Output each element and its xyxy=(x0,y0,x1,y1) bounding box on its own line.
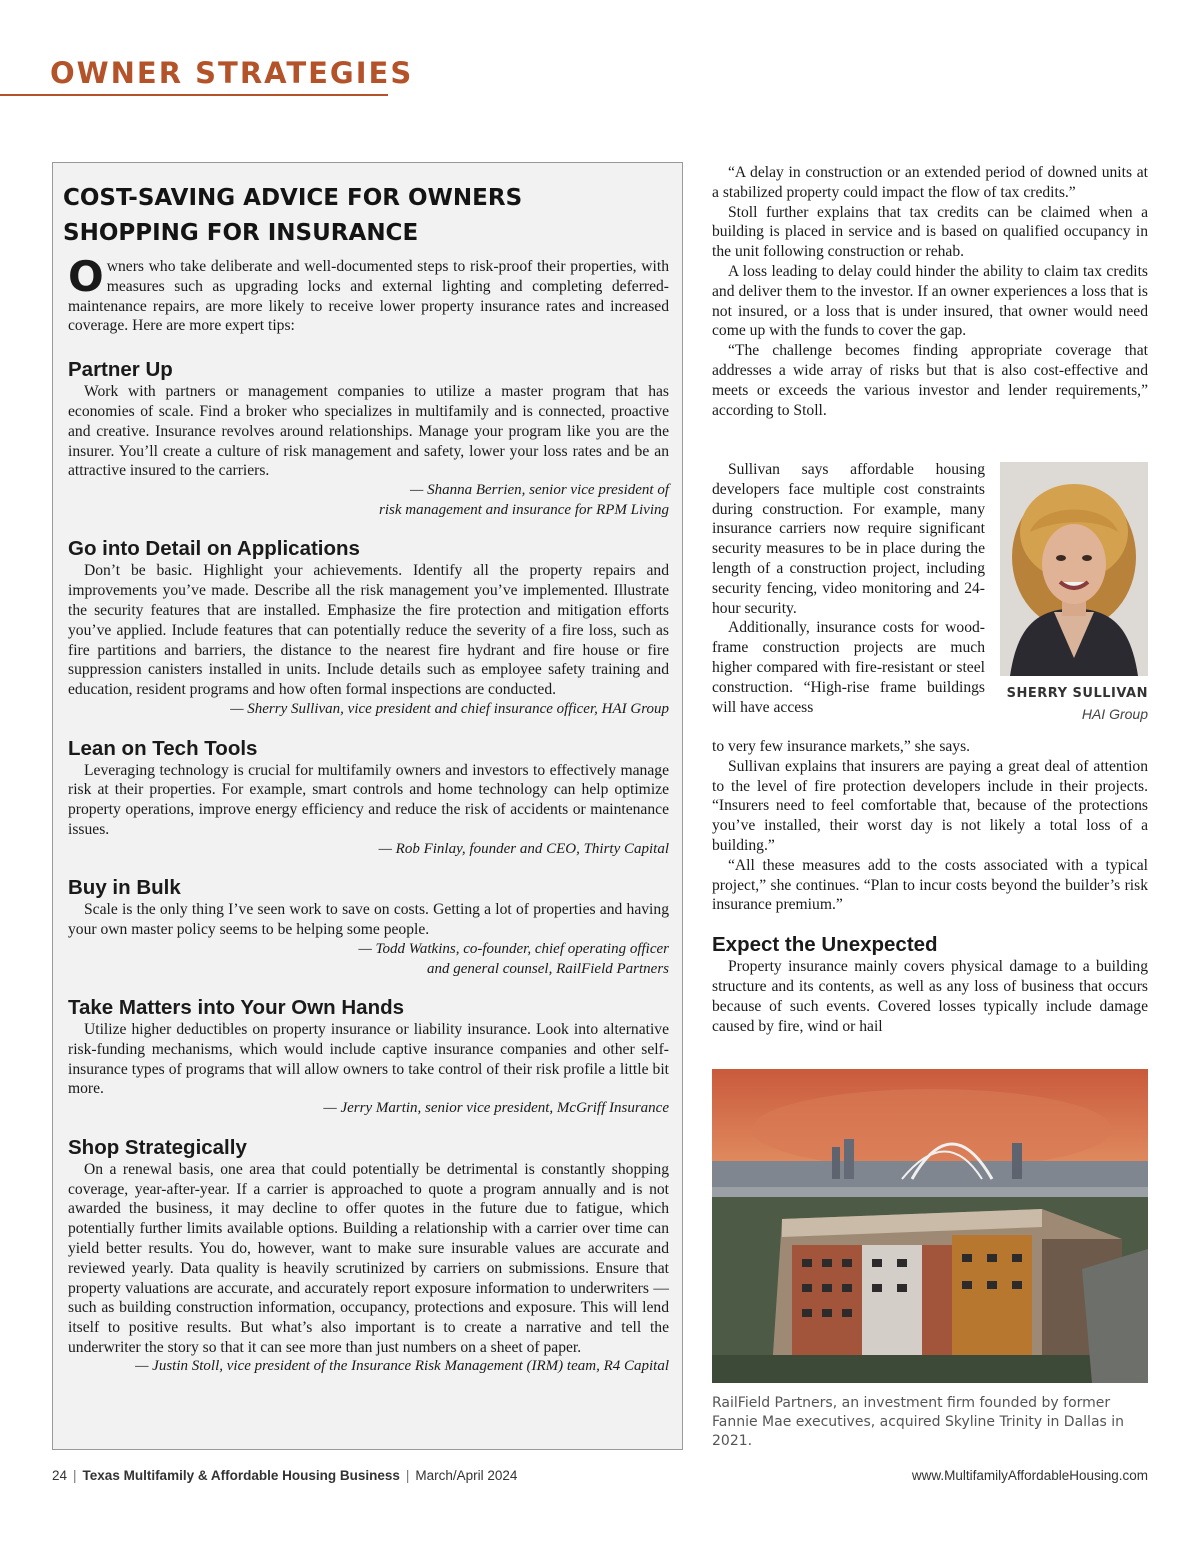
section-rule xyxy=(0,94,388,96)
tips-sidebar xyxy=(52,162,683,1450)
article-paragraph: Additionally, insurance costs for wood-frame construction projects are much higher compared with fire-resistant or steel construction. “High-rise frame buildings will have access xyxy=(712,619,985,716)
footer-website: www.MultifamilyAffordableHousing.com xyxy=(911,1468,1148,1483)
tip-heading: Buy in Bulk xyxy=(68,876,181,900)
article-paragraph: Sullivan says affordable housing developers face multiple cost constraints during construction. For example, many insurance carriers now require significant security measures to be in place during the length of a construction project, including security fencing, video monitoring and 24-hour security. xyxy=(712,461,985,617)
article-top xyxy=(712,163,1148,420)
issue-date: March/April 2024 xyxy=(415,1468,518,1483)
photo-caption: RailField Partners, an investment firm founded by former Fannie Mae executives, acquired Skyline Trinity in Dallas in 2021. xyxy=(712,1395,1125,1449)
footer-separator: | xyxy=(73,1468,77,1483)
article-paragraph: “All these measures add to the costs associated with a typical project,” she continues. “Plan to incur costs beyond the builder’s risk insurance premium.” xyxy=(712,856,1148,914)
article-paragraph: A loss leading to delay could hinder the ability to claim tax credits and deliver them to the investor. If an owner experiences a loss that is not insured, or a loss that is under insured, that owner would need come up with the funds to cover the gap. xyxy=(712,262,1148,340)
article-paragraph: Stoll further explains that tax credits can be claimed when a building is placed in service and is based on qualified occupancy in the unit following construction or rehab. xyxy=(712,203,1148,261)
tip-heading: Lean on Tech Tools xyxy=(68,736,258,760)
tip-heading: Go into Detail on Applications xyxy=(68,537,360,561)
sidebar-intro xyxy=(68,252,669,336)
property-photo xyxy=(712,1069,1148,1383)
article-paragraph: “The challenge becomes finding appropriate coverage that addresses a wide array of risks but that is also cost-effective and meets or exceeds the various investor and lender requirements,” according to Stoll. xyxy=(712,342,1148,419)
sidebar-body xyxy=(68,252,669,1376)
tip-heading: Partner Up xyxy=(68,358,173,382)
publication-name: Texas Multifamily & Affordable Housing Business xyxy=(82,1468,400,1483)
tip-text: Don’t be basic. Highlight your achievements. Identify all the property repairs and improvements you’ve made. Describe all the risk management you’ve implemented. Illustrate the security features that are installed. Emphasize the fire protection and mitigation efforts you’ve applied. Include features that can potentially reduce the severity of a fire loss, such as fire partitions and barriers, the distance to the nearest fire hydrant and fire house or fire suppression canisters installed in units. Include details such as employee safety training and education, resident programs and how often formal inspections are conducted. xyxy=(68,562,669,699)
footer-folio xyxy=(52,1468,517,1483)
article-paragraph-continuation: to very few insurance markets,” she says. xyxy=(712,738,971,755)
headshot-name: SHERRY SULLIVAN xyxy=(1006,686,1148,701)
tip-attribution-line2: risk management and insurance for RPM Living xyxy=(379,501,669,518)
article-subhead: Expect the Unexpected xyxy=(712,933,938,957)
tip-text: Work with partners or management companies to utilize a master program that has economies of scale. Find a broker who specializes in multifamily and is connected, proactive and creative. Insurance revolves around relationships. Manage your program like you are the insurer. You’ll create a culture of risk management and safety, lower your loss rates and be an attractive insured to the carriers. xyxy=(68,383,669,480)
tip-text: Scale is the only thing I’ve seen work to save on costs. Getting a lot of properties and having your own master policy seems to be helping some people. xyxy=(68,901,669,939)
sidebar-intro-text: wners who take deliberate and well-documented steps to risk-proof their properties, with measures such as upgrading locks and external lighting and completing deferred-maintenance repairs, are more likely to receive lower property insurance rates and increased coverage. Here are more expert tips: xyxy=(68,258,669,335)
tip-own-hands xyxy=(68,996,669,1119)
tip-text: Utilize higher deductibles on property insurance or liability insurance. Look into alternative risk-funding mechanisms, which would include captive insurance companies and other self-insurance types of programs that will allow owners to take control of their risk profile a little bit more. xyxy=(68,1021,669,1098)
footer-separator: | xyxy=(405,1468,410,1483)
article-paragraph: “A delay in construction or an extended period of downed units at a stabilized property could impact the flow of tax credits.” xyxy=(712,164,1148,201)
headshot-photo xyxy=(1000,462,1148,676)
tip-text: On a renewal basis, one area that could potentially be detrimental is constantly shopping coverage, year-after-year. If a carrier is approached to quote a program annually and is not awarded the business, it may decline to offer quotes in the future due to fatigue, which potentially further limits available options. Building a relationship with a carrier over time can yield better results. You do, however, want to make sure insurable values are accurate and reviewed yearly. Data quality is heavily scrutinized by carriers on submissions. Ensure that property valuations are accurate, and accurately report exposure information to underwriters — such as building construction information, occupancy, protections and exposure. This will lend itself to positive results. But what’s also important is to create a narrative and tell the underwriter the story so that it can see more than just numbers on a sheet of paper. xyxy=(68,1160,669,1357)
tip-attribution-line2: and general counsel, RailField Partners xyxy=(426,960,669,977)
tip-heading: Take Matters into Your Own Hands xyxy=(68,996,405,1020)
tip-attribution: — Rob Finlay, founder and CEO, Thirty Capital xyxy=(378,840,669,857)
tip-attribution: — Shanna Berrien, senior vice president of xyxy=(410,482,669,499)
sidebar-title: COST-SAVING ADVICE FOR OWNERS SHOPPING FOR INSURANCE xyxy=(63,185,523,246)
tip-attribution: — Jerry Martin, senior vice president, McGriff Insurance xyxy=(323,1100,669,1117)
tip-attribution: — Todd Watkins, co-founder, chief operating officer xyxy=(358,940,669,957)
drop-cap: O xyxy=(68,252,104,301)
page-number: 24 xyxy=(52,1468,68,1483)
portrait-image xyxy=(1000,462,1148,676)
tip-partner-up xyxy=(68,358,669,520)
tip-shop-strategically xyxy=(68,1136,669,1377)
skyline-trinity-image xyxy=(712,1069,1148,1383)
tip-buy-in-bulk xyxy=(68,876,669,979)
tip-text: Leveraging technology is crucial for multifamily owners and investors to effectively manage risk at their properties. For example, smart controls and home technology can help optimize property operations, improve energy efficiency and reduce the risk of accidents or maintenance issues. xyxy=(68,761,669,838)
article-bottom xyxy=(712,737,1148,1036)
section-label: OWNER STRATEGIES xyxy=(50,56,414,90)
tip-attribution: — Sherry Sullivan, vice president and chief insurance officer, HAI Group xyxy=(230,700,669,717)
tip-lean-on-tech xyxy=(68,737,669,860)
article-paragraph: Sullivan explains that insurers are paying a great deal of attention to the level of fire protection developers include in their projects. “Insurers need to feel comfortable that, because of the protections you’ve installed, their worst day is not likely a total loss of a building.” xyxy=(712,757,1148,854)
tip-go-into-detail xyxy=(68,537,669,719)
headshot-org: HAI Group xyxy=(1081,706,1148,722)
tip-heading: Shop Strategically xyxy=(68,1135,247,1159)
article-paragraph: Property insurance mainly covers physical damage to a building structure and its contents, as well as any loss of business that occurs because of such events. Covered losses typically include damage caused by fire, wind or hail xyxy=(712,958,1148,1035)
tip-attribution: — Justin Stoll, vice president of the Insurance Risk Management (IRM) team, R4 Capital xyxy=(135,1357,669,1374)
